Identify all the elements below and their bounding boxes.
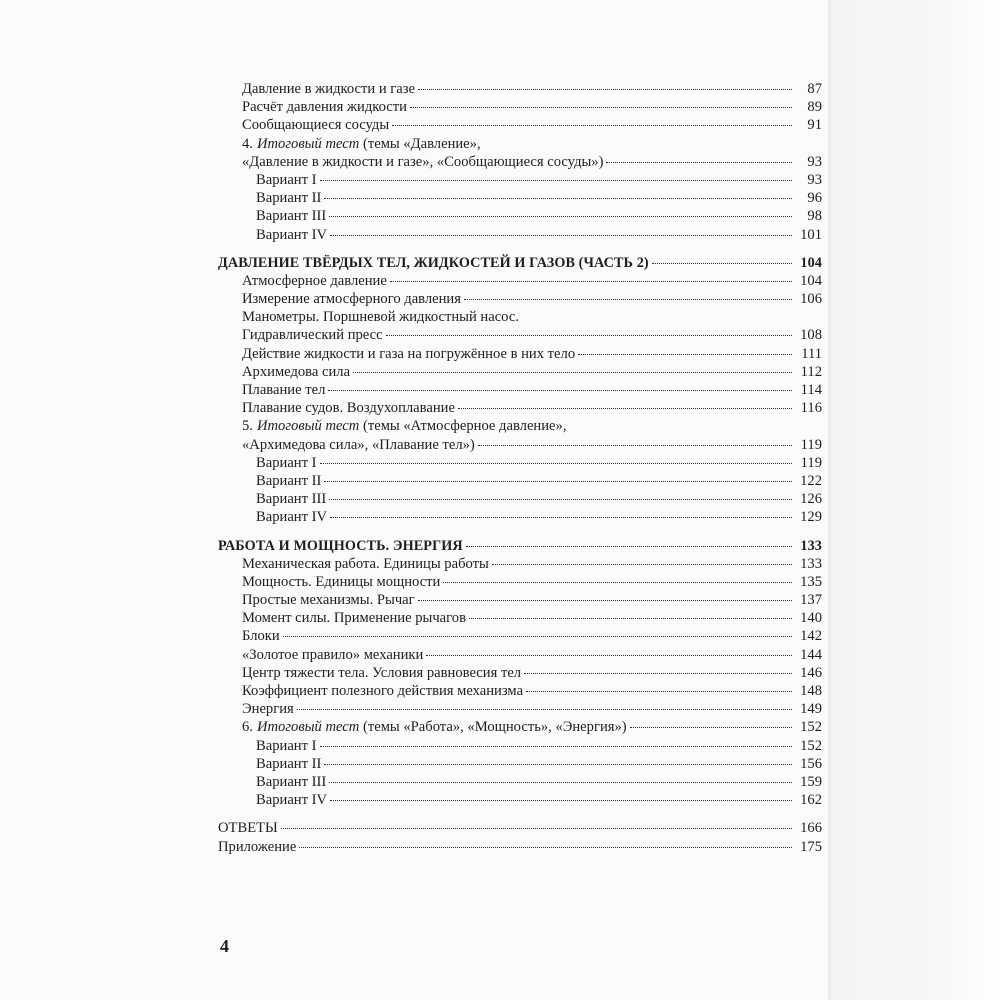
toc-entry	[218, 682, 822, 700]
toc-entry-title: Сообщающиеся сосуды	[242, 117, 390, 134]
toc-page-number: 119	[800, 454, 822, 471]
dot-leader	[330, 799, 792, 801]
dot-leader	[492, 563, 792, 565]
toc-entry	[218, 490, 822, 508]
dot-leader	[324, 480, 792, 482]
toc-entry-title: Простые механизмы. Рычаг	[242, 592, 415, 609]
toc-entry	[218, 326, 822, 344]
toc-entry-title: ДАВЛЕНИЕ ТВЁРДЫХ ТЕЛ, ЖИДКОСТЕЙ И ГАЗОВ (ЧАСТЬ 2)	[218, 254, 649, 271]
dot-leader	[329, 215, 792, 217]
toc-page-number: 111	[801, 345, 822, 362]
toc-page-number: 104	[800, 254, 822, 271]
toc-entry	[218, 290, 822, 308]
toc-entry-title: Вариант III	[256, 491, 327, 508]
toc-entry-title: «Давление в жидкости и газе», «Сообщающиеся сосуды»)	[242, 153, 604, 170]
toc-entry-title: Расчёт давления жидкости	[242, 99, 407, 116]
toc-entry-title: Манометры. Поршневой жидкостный насос.	[242, 309, 519, 326]
toc-entry	[218, 700, 822, 718]
toc-entry-title: Атмосферное давление	[242, 272, 387, 289]
toc-page-number: 140	[800, 610, 822, 627]
toc-page-number: 144	[800, 646, 822, 663]
dot-leader	[410, 106, 792, 108]
toc-entry-number: 4.	[242, 135, 253, 152]
toc-entry	[218, 345, 822, 363]
toc-page-number: 129	[800, 509, 822, 526]
toc-entry-title: Механическая работа. Единицы работы	[242, 555, 489, 572]
toc-entry-title: Плавание тел	[242, 382, 326, 398]
toc-page-number: 119	[800, 436, 822, 453]
toc-entry-italic-title: Итоговый тест	[256, 418, 360, 435]
dot-leader	[458, 407, 792, 409]
toc-entry	[218, 609, 822, 627]
dot-leader	[324, 763, 792, 765]
toc-entry	[218, 226, 822, 244]
dot-leader	[652, 262, 792, 264]
toc-entry-title: Коэффициент полезного действия механизма	[242, 683, 524, 699]
toc-entry	[218, 381, 822, 399]
toc-page-number: 152	[800, 719, 822, 736]
toc-entry	[218, 472, 822, 490]
toc-page-number: 156	[800, 755, 822, 772]
toc-page-number: 122	[800, 472, 822, 489]
toc-entry	[218, 791, 822, 809]
dot-leader	[320, 745, 793, 747]
toc-entry-title: Вариант I	[256, 737, 317, 754]
toc-entry	[218, 573, 822, 591]
toc-section-heading	[218, 254, 822, 272]
dot-leader	[392, 124, 792, 126]
toc-entry-title: Вариант III	[256, 208, 327, 225]
toc-entry	[218, 207, 822, 225]
dot-leader	[464, 298, 792, 300]
toc-entry-title: Архимедова сила	[242, 363, 351, 380]
dot-leader	[330, 234, 792, 236]
toc-entry-title: Вариант II	[256, 190, 322, 207]
toc-page-number: 101	[800, 226, 822, 243]
toc-entry-title: РАБОТА И МОЩНОСТЬ. ЭНЕРГИЯ	[218, 537, 463, 554]
toc-section-heading	[218, 537, 822, 555]
toc-page-number: 166	[800, 820, 822, 837]
toc-entry-title: (темы «Атмосферное давление»,	[359, 418, 567, 435]
toc-page-number: 89	[807, 99, 822, 116]
toc-entry	[218, 819, 822, 837]
dot-leader	[606, 161, 792, 163]
toc-entry-title: «Золотое правило» механики	[242, 646, 424, 663]
toc-entry-italic-title: Итоговый тест	[256, 719, 360, 736]
toc-entry	[218, 555, 822, 573]
dot-leader	[328, 389, 792, 391]
toc-entry-title: Мощность. Единицы мощности	[242, 573, 441, 590]
toc-page-number: 149	[800, 701, 822, 718]
toc-entry-title: ОТВЕТЫ	[218, 820, 278, 837]
toc-entry-title: Вариант IV	[256, 226, 328, 243]
toc-entry-title: Блоки	[242, 628, 280, 645]
toc-page-number: 98	[807, 208, 822, 225]
toc-entry-no-page	[218, 308, 822, 326]
toc-entry-number: 5.	[242, 418, 253, 435]
toc-page-number: 137	[800, 592, 822, 609]
dot-leader	[330, 516, 792, 518]
dot-leader	[418, 599, 792, 601]
page-number: 4	[220, 936, 229, 956]
toc-page-number: 162	[800, 792, 822, 809]
toc-entry-title: Вариант IV	[256, 509, 328, 526]
dot-leader	[418, 88, 792, 90]
dot-leader	[320, 462, 793, 464]
toc-page-number: 135	[800, 573, 822, 590]
toc-entry-title: Вариант III	[256, 773, 327, 790]
toc-page-number: 133	[800, 555, 822, 572]
toc-entry	[218, 737, 822, 755]
dot-leader	[390, 280, 792, 282]
toc-entry	[218, 153, 822, 171]
toc-entry-title: Измерение атмосферного давления	[242, 291, 461, 308]
dot-leader	[320, 179, 793, 181]
toc-entry-title: Вариант IV	[256, 792, 328, 809]
toc-entry-title: Момент силы. Применение рычагов	[242, 610, 466, 627]
dot-leader	[283, 635, 792, 637]
toc-page-number: 112	[800, 363, 822, 380]
toc-entry	[218, 591, 822, 609]
toc-entry-title: Давление в жидкости и газе	[242, 81, 415, 97]
toc-entry-title: Энергия	[242, 701, 294, 718]
toc-entry-title: Вариант II	[256, 472, 322, 489]
dot-leader	[630, 726, 792, 728]
page-edge-shadow	[828, 0, 1000, 1000]
toc-entry	[218, 454, 822, 472]
toc-entry	[218, 627, 822, 645]
toc-entry-title: «Архимедова сила», «Плавание тел»)	[242, 436, 475, 453]
toc-test-entry	[218, 718, 822, 736]
toc-page-number: 91	[807, 117, 822, 134]
toc-entry	[218, 664, 822, 682]
toc-entry	[218, 116, 822, 134]
dot-leader	[353, 371, 792, 373]
toc-page-number: 116	[800, 400, 822, 417]
toc-entry-title: Действие жидкости и газа на погружённое в них тело	[242, 345, 576, 362]
dot-leader	[524, 672, 792, 674]
toc-entry-title: Приложение	[218, 838, 297, 855]
dot-leader	[466, 545, 792, 547]
toc-entry-title: Вариант I	[256, 454, 317, 471]
toc-entry	[218, 171, 822, 189]
toc-entry	[218, 399, 822, 417]
toc-page-number: 133	[800, 537, 822, 554]
toc-entry	[218, 755, 822, 773]
toc-entry	[218, 773, 822, 791]
toc-page-number: 87	[807, 81, 822, 97]
toc-page-number: 114	[800, 382, 822, 398]
dot-leader	[297, 708, 792, 710]
dot-leader	[469, 617, 792, 619]
toc-page-number: 148	[800, 683, 822, 699]
toc-entry	[218, 363, 822, 381]
toc-entry	[218, 80, 822, 98]
toc-page-number: 93	[807, 153, 822, 170]
toc-entry-number: 6.	[242, 719, 253, 736]
dot-leader	[386, 334, 792, 336]
toc-entry	[218, 436, 822, 454]
toc-entry-title: Центр тяжести тела. Условия равновесия тел	[242, 664, 522, 681]
dot-leader	[329, 498, 792, 500]
toc-entry	[218, 189, 822, 207]
dot-leader	[299, 846, 792, 848]
toc-page-number: 96	[807, 190, 822, 207]
dot-leader	[526, 690, 792, 692]
toc-entry	[218, 646, 822, 664]
dot-leader	[478, 444, 792, 446]
dot-leader	[281, 827, 792, 829]
toc-entry-italic-title: Итоговый тест	[256, 135, 360, 152]
table-of-contents	[218, 80, 822, 856]
toc-entry-title: Вариант I	[256, 171, 317, 188]
toc-entry	[218, 98, 822, 116]
toc-page-number: 146	[800, 664, 822, 681]
toc-test-entry	[218, 417, 822, 435]
dot-leader	[578, 353, 792, 355]
toc-page-number: 175	[800, 838, 822, 855]
toc-page-number: 108	[800, 327, 822, 344]
toc-page-number: 142	[800, 628, 822, 645]
toc-page-number: 104	[800, 272, 822, 289]
toc-entry-title: (темы «Давление»,	[359, 135, 481, 152]
toc-page-number: 106	[800, 291, 822, 308]
toc-page-number: 152	[800, 737, 822, 754]
toc-entry	[218, 838, 822, 856]
toc-entry	[218, 272, 822, 290]
toc-entry	[218, 508, 822, 526]
toc-page-number: 126	[800, 491, 822, 508]
toc-entry-title: (темы «Работа», «Мощность», «Энергия»)	[359, 719, 627, 736]
toc-entry-title: Плавание судов. Воздухоплавание	[242, 400, 455, 417]
dot-leader	[324, 197, 792, 199]
toc-page-number: 159	[800, 773, 822, 790]
toc-entry-title: Гидравлический пресс	[242, 327, 383, 344]
dot-leader	[329, 781, 792, 783]
toc-test-entry	[218, 135, 822, 153]
toc-page-number: 93	[807, 171, 822, 188]
toc-entry-title: Вариант II	[256, 755, 322, 772]
dot-leader	[443, 581, 792, 583]
dot-leader	[426, 654, 792, 656]
